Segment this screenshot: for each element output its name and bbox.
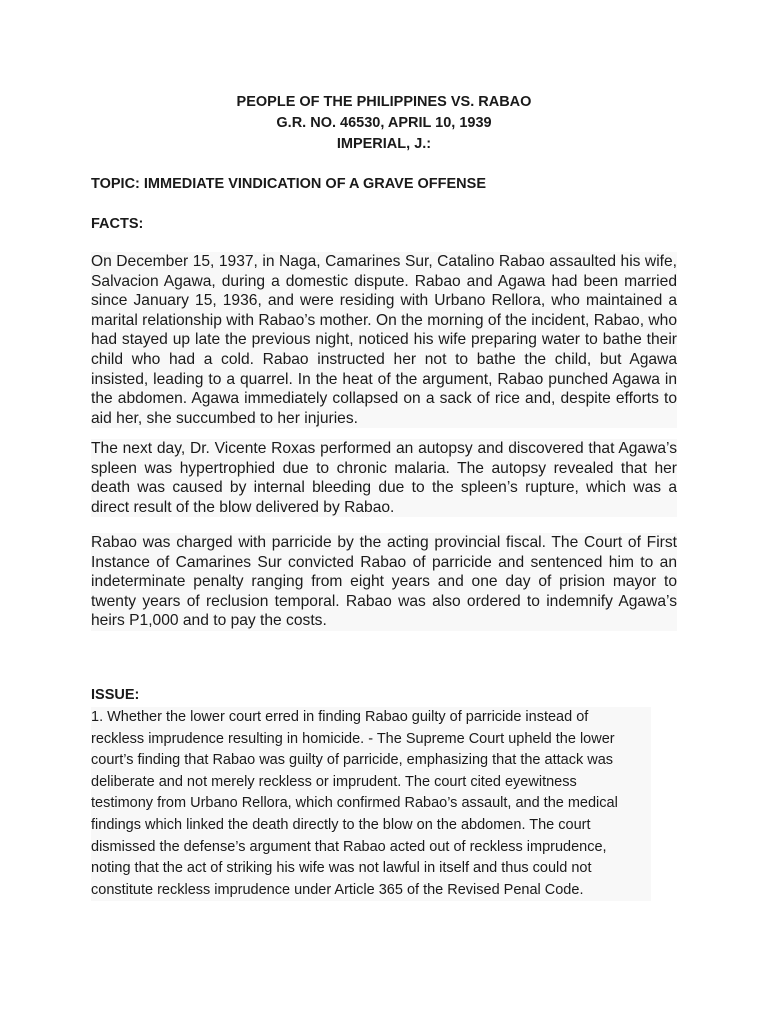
facts-paragraph: The next day, Dr. Vicente Roxas performed an autopsy and discovered that Agawa’s spleen was hypertrophied due to chronic malaria. The autopsy revealed that her death was caused by internal bleeding due to the spleen’s rupture, which was a direct result of the blow delivered by Rabao.	[91, 440, 677, 516]
issue-line: deliberate and not merely reckless or imprudent. The court cited eyewitness	[91, 773, 577, 790]
case-title: PEOPLE OF THE PHILIPPINES VS. RABAO	[236, 94, 532, 110]
issue-line: constitute reckless imprudence under Article 365 of the Revised Penal Code.	[91, 881, 584, 898]
issue-line: 1. Whether the lower court erred in finding Rabao guilty of parricide instead of	[91, 709, 589, 725]
facts-heading: FACTS:	[91, 216, 144, 232]
case-gr-number: G.R. NO. 46530, APRIL 10, 1939	[276, 115, 492, 131]
issue-line: court’s finding that Rabao was guilty of parricide, emphasizing that the attack was	[91, 752, 614, 769]
issue-heading: ISSUE:	[91, 687, 140, 703]
facts-paragraph: On December 15, 1937, in Naga, Camarines Sur, Catalino Rabao assaulted his wife, Salvacion Agawa, during a domestic dispute. Rabao and Agawa had been married since January 15, 1936, and were residing with Urbano Rellora, who maintained a marital relationship with Rabao’s mother. On the morning of the incident, Rabao, who had stayed up late the previous night, noticed his wife preparing water to bathe their child who had a cold. Rabao instructed her not to bathe the child, but Agawa insisted, leading to a quarrel. In the heat of the argument, Rabao punched Agawa in the abdomen. Agawa immediately collapsed on a sack of rice and, despite efforts to aid her, she succumbed to her injuries.	[91, 253, 677, 427]
issue-line: testimony from Urbano Rellora, which confirmed Rabao’s assault, and the medical	[91, 795, 618, 812]
topic-heading: TOPIC: IMMEDIATE VINDICATION OF A GRAVE OFFENSE	[91, 176, 486, 192]
issue-paragraph	[91, 707, 651, 901]
facts-paragraph: Rabao was charged with parricide by the acting provincial fiscal. The Court of First Instance of Camarines Sur convicted Rabao of parricide and sentenced him to an indeterminate penalty ranging from eight years and one day of prision mayor to twenty years of reclusion temporal. Rabao was also ordered to indemnify Agawa’s heirs P1,000 and to pay the costs.	[91, 534, 677, 630]
issue-line: findings which linked the death directly to the blow on the abdomen. The court	[91, 816, 591, 833]
issue-line: reckless imprudence resulting in homicide. - The Supreme Court upheld the lower	[91, 730, 615, 747]
issue-line: noting that the act of striking his wife was not lawful in itself and thus could not	[91, 860, 592, 877]
case-ponente: IMPERIAL, J.:	[336, 136, 432, 152]
issue-line: dismissed the defense’s argument that Rabao acted out of reckless imprudence,	[91, 838, 607, 855]
case-header	[0, 92, 768, 155]
